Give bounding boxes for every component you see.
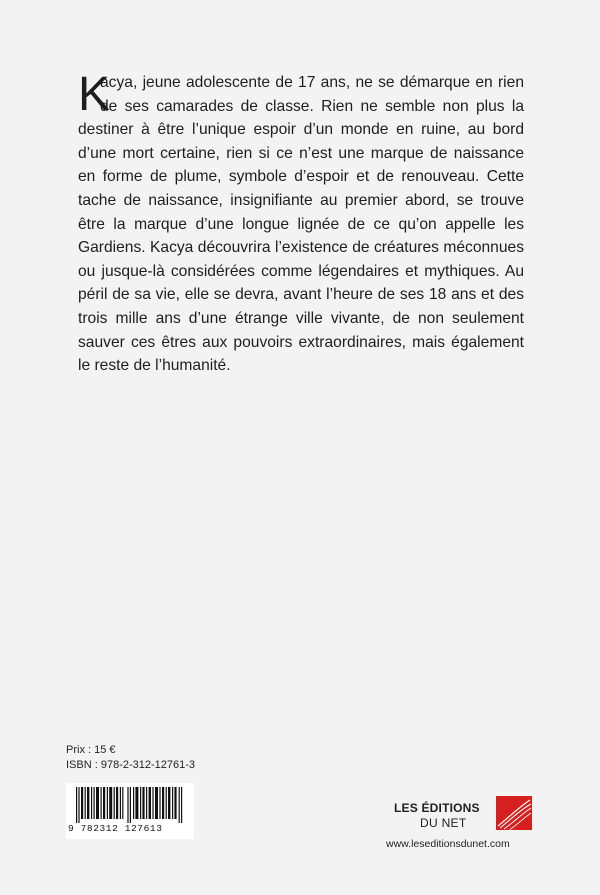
publisher-subname: DU NET (420, 816, 467, 830)
synopsis-line: destiner à être l’unique espoir d’un monde en ruine, au bord (78, 121, 524, 139)
synopsis-line: de ses camarades de classe. Rien ne semble non plus la (100, 97, 524, 115)
synopsis-line: ou jusque-là considérées comme légendaires et mythiques. Au (78, 262, 524, 280)
publisher-logo-icon (496, 796, 532, 830)
drop-cap: K (78, 68, 111, 121)
barcode-digits: 9 782312 127613 (68, 823, 163, 834)
price: Prix : 15 € (66, 744, 116, 756)
synopsis-line: tache de naissance, insignifiante au premier abord, se trouve (78, 191, 524, 209)
barcode (66, 783, 194, 839)
publisher-website[interactable]: www.leseditionsdunet.com (386, 838, 510, 850)
synopsis (78, 68, 524, 378)
synopsis-line: le reste de l’humanité. (78, 357, 231, 375)
synopsis-line: d’une mort certaine, rien si ce n’est une marque de naissance (78, 144, 524, 162)
barcode-bars (70, 787, 190, 823)
publisher-name: LES ÉDITIONS (394, 801, 480, 815)
synopsis-line: Gardiens. Kacya découvrira l’existence de créatures méconnues (78, 239, 524, 257)
synopsis-line: sauver ces êtres aux pouvoirs extraordinaires, mais également (78, 333, 524, 351)
isbn: ISBN : 978-2-312-12761-3 (66, 759, 196, 771)
synopsis-line: trois mille ans d’une étrange ville vivante, de non seulement (78, 309, 524, 327)
synopsis-line: péril de sa vie, elle se devra, avant l’heure de ses 18 ans et des (78, 286, 524, 304)
synopsis-line: acya, jeune adolescente de 17 ans, ne se démarque en rien (100, 74, 524, 91)
synopsis-line: être la marque d’une longue lignée de ce qu’on appelle les (78, 215, 524, 233)
synopsis-line: en forme de plume, symbole d’espoir et de renouveau. Cette (78, 168, 524, 186)
